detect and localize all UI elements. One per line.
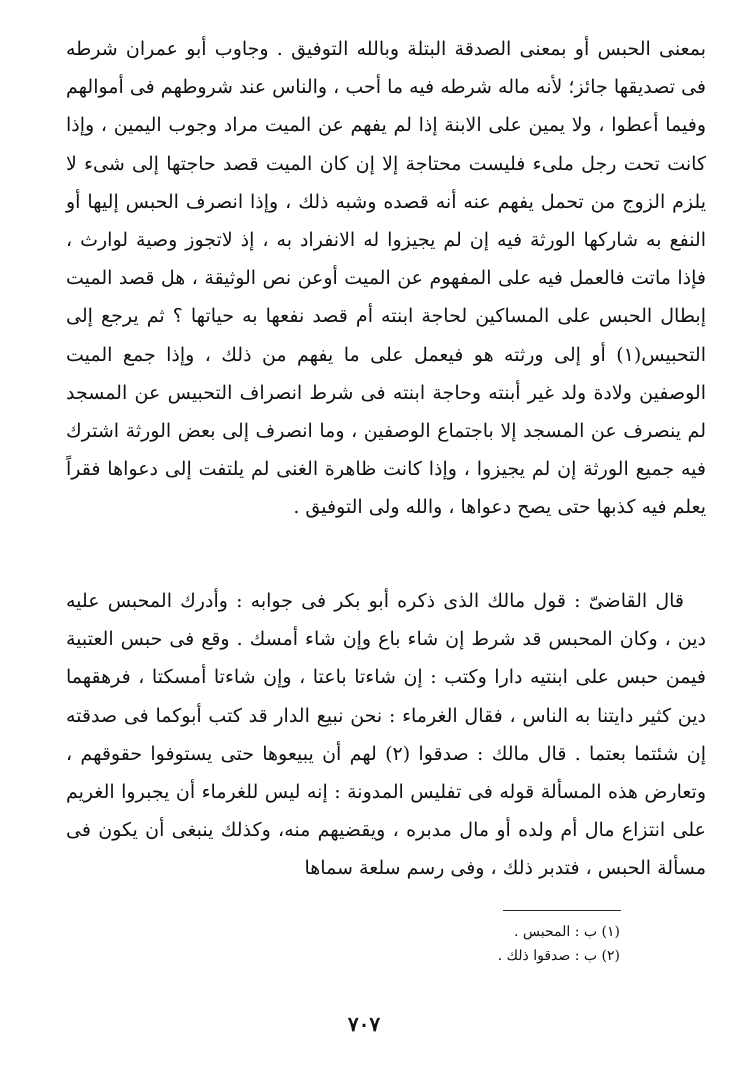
paragraph-text: قال القاضىّ : قول مالك الذى ذكره أبو بكر فى جوابه : وأدرك المحبس عليه دين ، وكان المحبس قد شرط إن شاء باع وإن شاء أمسك . وقع فى حبس العتبية فيمن حبس على ابنتيه دارا وكتب : إن شاءتا باعتا ، وإن شاءتا أمسكتا ، فرهقهما دين كثير دايتنا به الناس ، فقال الغرماء : نحن نبيع الدار قد كتب أبوكما فى صدقته إن شئتما بعتما . قال مالك : صدقوا (٢) لهم أن يبيعوها حتى يستوفوا حقوقهم ، وتعارض هذه المسألة قوله فى تفليس المدونة : إنه ليس للغرماء أن يجبروا الغريم على انتزاع مال أم ولده أو مال مدبره ، ويقضيهم منه، وكذلك ينبغى أن يكون فى مسألة الحبس ، فتدبر ذلك ، وفى رسم سلعة سماها (66, 590, 706, 880)
paragraph-text: بمعنى الحبس أو بمعنى الصدقة البتلة وبالله التوفيق . وجاوب أبو عمران شرطه فى تصديقها جائز؛ لأنه ماله شرطه فيه ما أحب ، والناس عند شروطهم فى أموالهم وفيما أعطوا ، ولا يمين على الابنة إذا لم يفهم عن الميت مراد وجوب اليمين ، وإذا كانت تحت رجل ملىء فليست محتاجة إلا إن كان الميت قصد حاجتها إلى شىء لا يلزم الزوج من تحمل يفهم عنه أنه قصده وشبه ذلك ، وإذا انصرف الحبس إليها أو النفع به شاركها الورثة فيه إن لم يجيزوا له الانفراد به ، إذ لاتجوز وصية لوارث ، فإذا ماتت فالعمل فيه على المفهوم عن الميت أوعن نص الوثيقة ، هل قصد الميت إبطال الحبس على المساكين لحاجة ابنته أم قصد نفعها به حياتها ؟ ثم يرجع إلى التحبيس(١) أو إلى ورثته هو فيعمل على ما يفهم من ذلك ، وإذا جمع الميت الوصفين ولادة ولد غير أبنته وحاجة ابنته فى شرط انصراف التحبيس عن المسجد لم ينصرف عن المسجد إلا باجتماع الوصفين ، وما انصرف إلى بعض الورثة اشترك فيه جميع الورثة إن لم يجيزوا ، وإذا كانت ظاهرة الغنى لم يلتفت إلى دعواها فقراً يعلم فيه كذبها حتى يصح دعواها ، والله ولى التوفيق . (66, 38, 706, 519)
footnote-2: (٢) ب : صدقوا ذلك . (497, 948, 620, 964)
body-paragraph-1 (66, 30, 706, 527)
footnotes (300, 920, 620, 968)
footnote-1: (١) ب : المحبس . (514, 924, 620, 940)
body-paragraph-2 (66, 582, 706, 888)
page-number: ٧٠٧ (347, 1012, 381, 1036)
footnote-divider (503, 910, 621, 911)
